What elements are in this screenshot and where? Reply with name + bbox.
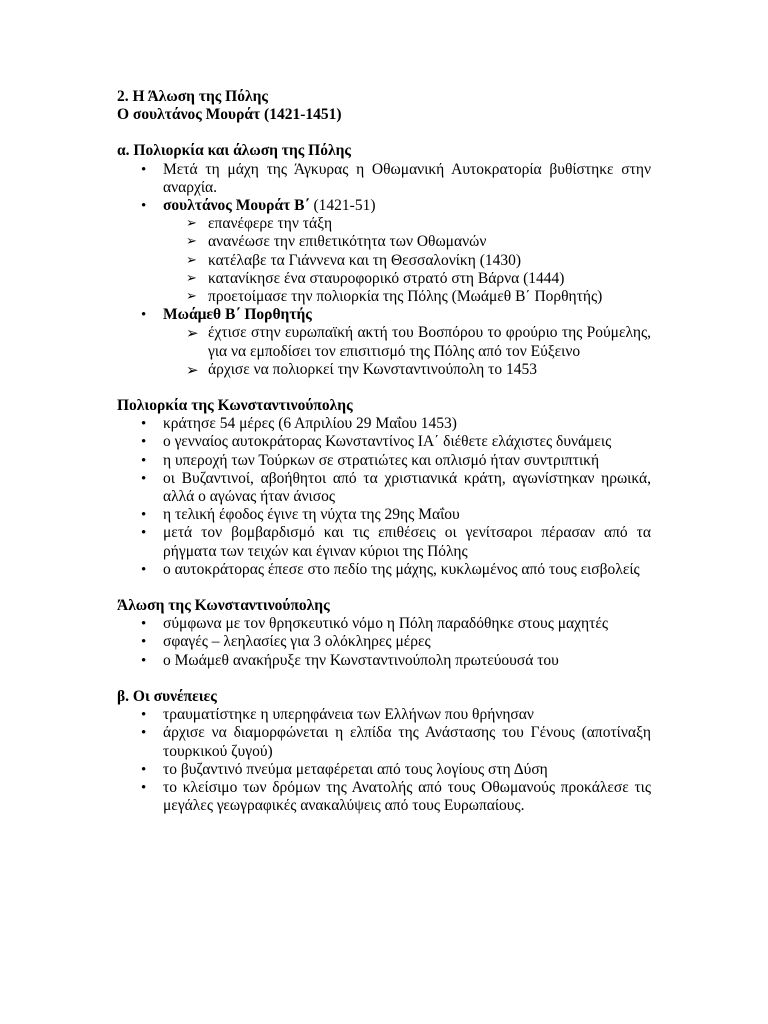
murat-sublist <box>163 215 651 306</box>
sub-list-item: ➢ ανανέωσε την επιθετικότητα των Οθωμανών <box>117 233 651 251</box>
sub-list-item: ➢ επανέφερε την τάξη <box>117 215 651 233</box>
sub-list-item: ➢ προετοίμασε την πολιορκία της Πόλης (Μωάμεθ Β΄ Πορθητής) <box>117 288 651 306</box>
list-item: • άρχισε να διαμορφώνεται η ελπίδα της Ανάστασης του Γένους (αποτίναξη τουρκικού ζυγού) <box>117 724 651 760</box>
spacer <box>117 379 651 397</box>
chapter-title: 2. Η Άλωση της Πόλης <box>117 88 268 105</box>
spacer <box>117 579 651 597</box>
list-item: • το κλείσιμο των δρόμων της Ανατολής από τους Οθωμανούς προκάλεσε τις μεγάλες γεωγραφικές ανακαλύψεις από τους Ευρωπαίους. <box>117 779 651 815</box>
document-page <box>117 88 651 815</box>
list-item: • μετά τον βομβαρδισμό και τις επιθέσεις οι γενίτσαροι πέρασαν από τα ρήγματα των τειχών και έγιναν κύριοι της Πόλης <box>117 524 651 560</box>
fall-heading: Άλωση της Κωνσταντινούπολης <box>117 597 330 615</box>
mehmed-name: Μωάμεθ Β΄ Πορθητής <box>163 306 312 324</box>
spacer <box>117 124 651 142</box>
list-item: • οι Βυζαντινοί, αβοήθητοι από τα χριστιανικά κράτη, αγωνίστηκαν ηρωικά, αλλά ο αγώνας ήταν άνισος <box>117 470 651 506</box>
sub-list-item: ➢ έχτισε στην ευρωπαϊκή ακτή του Βοσπόρου το φρούριο της Ρούμελης, για να εμποδίσει τον επισιτισμό της Πόλης από τον Εύξεινο <box>117 324 651 360</box>
list-item-text: Μετά τη μάχη της Άγκυρας η Οθωμανική Αυτοκρατορία βυθίστηκε στην αναρχία. <box>163 160 651 196</box>
sub-list-item: ➢ κατανίκησε ένα σταυροφορικό στρατό στη Βάρνα (1444) <box>117 270 651 288</box>
section-a-heading: α. Πολιορκία και άλωση της Πόλης <box>117 142 351 160</box>
fall-list <box>117 615 651 670</box>
list-item: • η τελική έφοδος έγινε τη νύχτα της 29ης Μαΐου <box>117 506 651 524</box>
section-b-heading: β. Οι συνέπειες <box>117 687 217 705</box>
murat-name: σουλτάνος Μουράτ Β΄ <box>163 197 310 215</box>
list-item: • ο αυτοκράτορας έπεσε στο πεδίο της μάχης, κυκλωμένος από τους εισβολείς <box>117 561 651 579</box>
section-b-list <box>117 706 651 815</box>
list-item: • σύμφωνα με τον θρησκευτικό νόμο η Πόλη παραδόθηκε στους μαχητές <box>117 615 651 633</box>
list-item: • σφαγές – λεηλασίες για 3 ολόκληρες μέρες <box>117 633 651 651</box>
mehmed-sublist <box>163 324 651 379</box>
sub-list-item: ➢ άρχισε να πολιορκεί την Κωνσταντινούπολη το 1453 <box>117 361 651 379</box>
murat-years: (1421-51) <box>309 197 376 215</box>
list-item: • τραυματίστηκε η υπερηφάνεια των Ελλήνων που θρήνησαν <box>117 706 651 724</box>
sub-list-item: ➢ κατέλαβε τα Γιάννενα και τη Θεσσαλονίκη (1430) <box>117 252 651 270</box>
spacer <box>117 670 651 688</box>
list-item <box>117 306 651 379</box>
list-item <box>117 161 651 197</box>
section-a-list <box>117 161 651 379</box>
siege-heading: Πολιορκία της Κωνσταντινούπολης <box>117 397 353 415</box>
list-item: • η υπεροχή των Τούρκων σε στρατιώτες και οπλισμό ήταν συντριπτική <box>117 452 651 470</box>
list-item: • ο Μωάμεθ ανακήρυξε την Κωνσταντινούπολη πρωτεύουσά του <box>117 652 651 670</box>
list-item: • το βυζαντινό πνεύμα μεταφέρεται από τους λογίους στη Δύση <box>117 761 651 779</box>
chapter-subtitle: Ο σουλτάνος Μουράτ (1421-1451) <box>117 106 342 124</box>
list-item <box>117 197 651 306</box>
list-item: • κράτησε 54 μέρες (6 Απριλίου 29 Μαΐου 1453) <box>117 415 651 433</box>
siege-list <box>117 415 651 579</box>
list-item: • ο γενναίος αυτοκράτορας Κωνσταντίνος ΙΑ΄ διέθετε ελάχιστες δυνάμεις <box>117 433 651 451</box>
